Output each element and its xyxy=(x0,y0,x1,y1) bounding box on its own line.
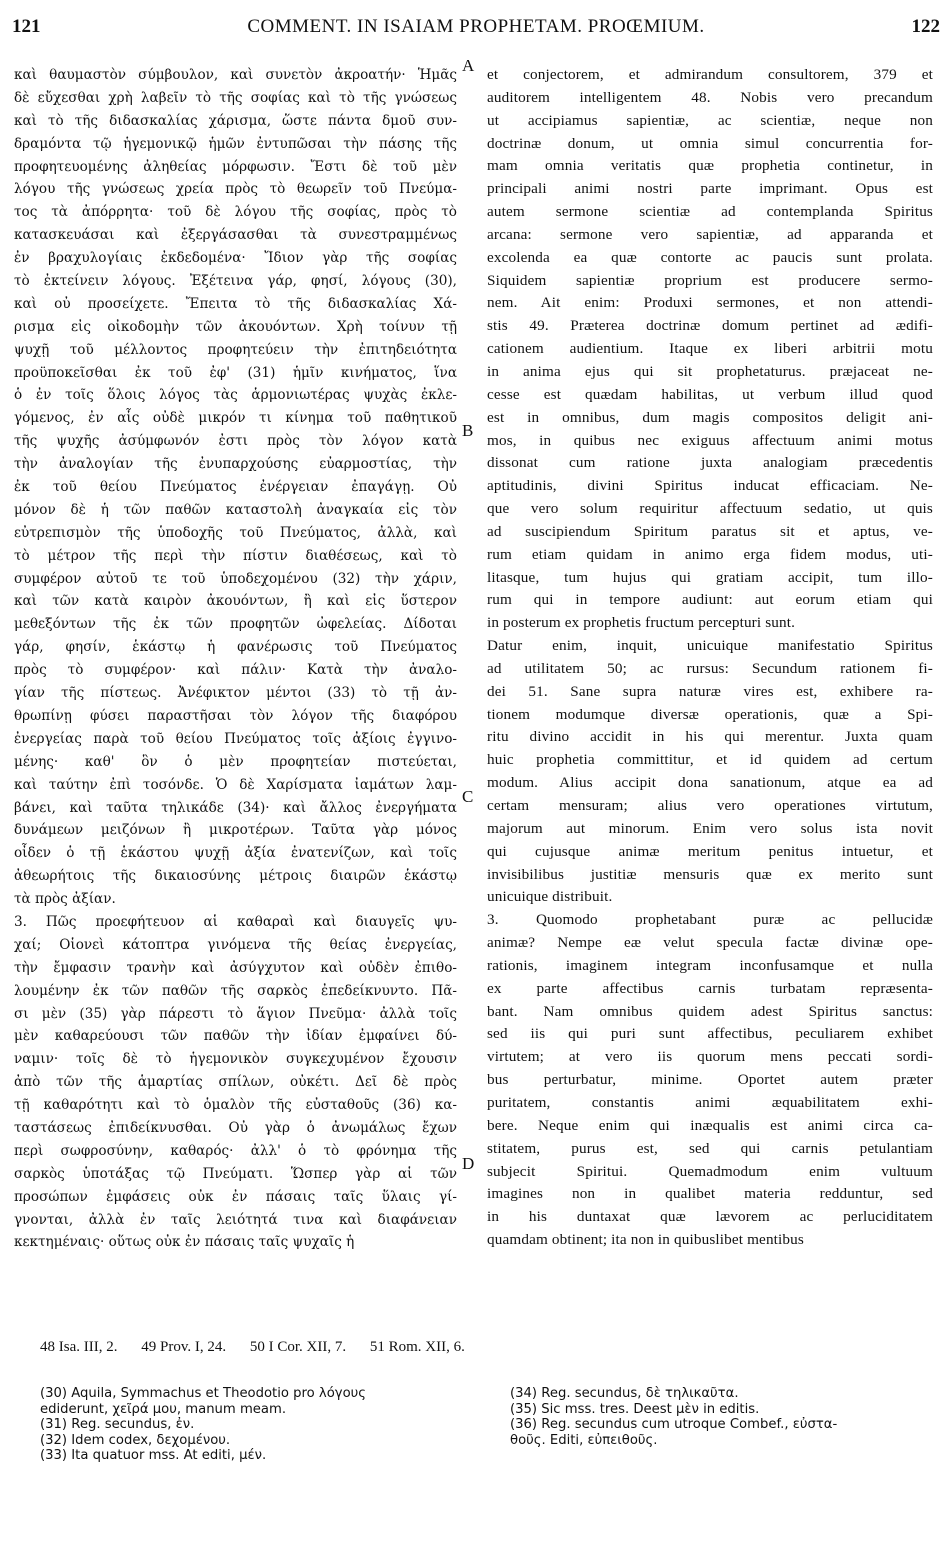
text-line: ut accipiamus sapientiæ, ac scientiæ, neque non xyxy=(487,111,933,129)
text-line: λόγου τῆς γνώσεως χρεία πρὸς τὸ θεωρεῖν τοῦ Πνεύμα- xyxy=(14,181,457,198)
text-line: modum. Alius accipit dona sanationum, atque ea ad xyxy=(487,774,933,792)
text-line: 3. Πῶς προεφήτευον αἱ καθαραὶ καὶ διαυγεῖς ψυ- xyxy=(14,913,457,930)
text-line: σαρκὸς ὑποτάξας τῷ Πνεύματι. Ὥσπερ γὰρ αἱ τῶν xyxy=(14,1165,457,1182)
text-line: ἐν βραχυλογίαις ἐκδεδομένα· Ἴδιον γὰρ τῆς σοφίας xyxy=(14,250,457,267)
text-line: καὶ ταύτην ἐπὶ τοσόνδε. Ὁ δὲ Χαρίσματα ἰαμάτων λαμ- xyxy=(14,776,457,793)
text-line: ταστάσεως ἐπιδείκνυσθαι. Οὐ γὰρ ὁ ἀνωμάλως ἔχων xyxy=(14,1119,457,1136)
text-line: est in omnibus, dum magis compositos deligit ani- xyxy=(487,408,933,426)
text-line: arcana: sermone vero sapientiæ, ad apparanda et xyxy=(487,225,933,243)
margin-marker-a: A xyxy=(462,56,475,75)
text-line: excolenda ea quæ contorte ac paucis sunt prolata. xyxy=(487,248,933,266)
text-line: invisibilibus justitiæ mensuris quæ ex merito sunt xyxy=(487,865,933,883)
text-line: stis 49. Præterea doctrinæ domum pertinet ad ædifi- xyxy=(487,317,933,335)
text-line: autem sermone scientiæ ad contemplanda Spiritus xyxy=(487,203,933,221)
text-line: χαί; Οἱονεὶ κάτοπτρα γινόμενα τῆς θείας ἐνεργείας, xyxy=(14,936,457,953)
text-line: bere. Neque enim qui inæqualis est animi circa ca- xyxy=(487,1116,933,1134)
text-line: ἀπὸ τῶν τῆς ἁμαρτίας σπίλων, οὐκέτι. Δεῖ δὲ πρὸς xyxy=(14,1074,457,1091)
text-line: dissonat cum ratione juxta analogiam præcedentis xyxy=(487,454,933,472)
text-line: litasque, tum hujus qui gratiam accipit, tum illo- xyxy=(487,568,933,586)
text-line: κατασκευάσαι καὶ ἐξεργάσασθαι τὰ συνεστραμμένως xyxy=(14,227,457,244)
text-line: majorum aut minorum. Enim vero solus ista novit xyxy=(487,819,933,837)
text-line: ναμιν· τοῖς δὲ τὸ ἡγεμονικὸν συγκεχυμένον ἔχουσιν xyxy=(14,1051,457,1068)
text-line: τὰ πρὸς ἀξίαν. xyxy=(14,891,116,908)
text-line: quamdam obtinent; ita non in quibuslibet mentibus xyxy=(487,1231,804,1249)
text-line: rum etiam quidam in animo erga fidem modus, uti- xyxy=(487,545,933,563)
text-line: que vero solum requiritur affectuum sedatio, ut quis xyxy=(487,500,933,518)
text-line: δὲ εὔχεσθαι χρὴ λαβεῖν τὸ τῆς σοφίας καὶ τὸ τῆς γνώσεως xyxy=(14,89,457,106)
text-line: ex parte affectibus carnis turbatam repræsenta- xyxy=(487,979,933,997)
margin-marker-d: D xyxy=(462,1154,475,1173)
text-line: τὸ μέτρον τῆς περὶ τὴν πίστιν διαθέσεως, καὶ τὸ xyxy=(14,547,457,564)
text-line: ψυχῇ τοῦ μέλλοντος προφητεύειν τὴν ἐπιτηδειότητα xyxy=(14,341,457,358)
text-line: δυνάμεων μειζόνων ἢ μικροτέρων. Ταῦτα γὰρ μόνος xyxy=(14,822,457,839)
text-line: μένης· καθ' ὃν ὁ μὲν προφητείαν πιστεύεται, xyxy=(14,753,457,770)
footnote: (34) Reg. secundus, δὲ τηλικαῦτα. xyxy=(510,1386,739,1401)
text-line: cesse est quædam habilitas, ut verbum illud quod xyxy=(487,385,933,403)
page-number-left: 121 xyxy=(12,16,41,37)
text-line: μὲν καθαρεύουσι τῶν παθῶν τὴν ἰδίαν ἐμφαίνει δύ- xyxy=(14,1028,457,1045)
text-line: virtutem; at vero iis quorum mens peccati sordi- xyxy=(487,1048,933,1066)
text-line: μεθεξόντων τῆς ἐκ τῶν προφητῶν ὠφελείας. Δίδοται xyxy=(14,616,457,633)
text-line: γνονται, ἀλλὰ ἐν ταῖς λειότητά τινα καὶ διαφάνειαν xyxy=(14,1211,457,1228)
page-number-right: 122 xyxy=(911,16,940,37)
footnote: θοῦς. Editi, εὐπειθοῦς. xyxy=(510,1432,658,1448)
footnote: (32) Idem codex, δεχομένου. xyxy=(40,1432,231,1448)
footnote: ediderunt, χεῖρά μου, manum meam. xyxy=(40,1401,287,1417)
text-line: bant. Nam omnibus quidem adest Spiritus sanctus: xyxy=(487,1002,933,1020)
text-line: προφητευομένης ἀληθείας μόρφωσιν. Ἔστι δὲ τοῦ μὲν xyxy=(14,158,457,175)
running-title: COMMENT. IN ISAIAM PROPHETAM. PROŒMIUM. xyxy=(247,16,705,37)
text-line: puritatem, constantis animi æquabilitatem exhi- xyxy=(487,1093,933,1111)
text-line: ὁ ἐν τοῖς ὅλοις λόγος τὰς ἁρμονιωτέρας ψυχὰς ἐκλε- xyxy=(14,387,457,404)
text-line: imagines non in qualibet materia redduntur, sed xyxy=(487,1185,933,1203)
text-line: auditorem intelligentem 48. Nobis vero precandum xyxy=(487,88,933,106)
text-line: ἐκ τοῦ θείου Πνεύματος ἐνέργειαν ἐπαγάγῃ. Οὐ xyxy=(14,479,457,496)
footnotes-right xyxy=(510,1386,940,1448)
text-line: sed iis qui puri sunt affectibus, peculiarem exhibet xyxy=(487,1025,933,1043)
margin-marker-c: C xyxy=(462,787,474,806)
text-line: γίαν τῆς πίστεως. Ἀνέφικτον μέντοι (33) τὸ τῇ ἀν- xyxy=(14,685,457,702)
text-line: τὸ ἐκτείνειν λόγους. Ἐξέτεινα γάρ, φησί, λόγους (30), xyxy=(14,273,457,290)
scripture-ref: 48 Isa. III, 2. xyxy=(40,1339,118,1355)
text-line: animæ? Nempe eæ velut specula factæ divinæ ope- xyxy=(487,934,933,952)
text-line: προϋποκεῖσθαι ἐκ τοῦ ἐφ' (31) ἡμῖν κινήματος, ἵνα xyxy=(14,364,457,381)
text-line: dei 51. Sane supra naturæ vires est, exhibere ra- xyxy=(487,682,933,700)
text-line: 3. Quomodo prophetabant puræ ac pellucidæ xyxy=(487,911,933,929)
text-line: δραμόντα τῷ ἡγεμονικῷ ἡμῶν ἐντυπῶσαι τὴν πάσης τῆς xyxy=(14,135,457,152)
text-line: καὶ οὐ προσείχετε. Ἔπειτα τὸ τῆς διδασκαλίας Χά- xyxy=(14,295,457,312)
text-line: aptitudinis, divini Spiritus inducat efficaciam. Ne- xyxy=(487,477,933,495)
text-line: tionem modumque diversæ operationis, quæ a Spi- xyxy=(487,705,933,723)
text-line: ritu divino accidit in his qui merentur. Juxta quam xyxy=(487,728,933,746)
page-header xyxy=(12,16,940,46)
text-line: rationis, imaginem integram inconfusamque et nulla xyxy=(487,956,933,974)
footnote: (30) Aquila, Symmachus et Theodotio pro λόγους xyxy=(40,1386,367,1401)
text-line: τὴν ἀναλογίαν τῆς ἐνυπαρχούσης εὐαρμοστίας, τὴν xyxy=(14,456,457,473)
text-line: καὶ θαυμαστὸν σύμβουλον, καὶ συνετὸν ἀκροατήν· Ἡμᾶς xyxy=(14,67,457,83)
text-line: ad utilitatem 50; ac rursus: Secundum rationem fi- xyxy=(487,659,933,677)
text-line: in anima ejus qui sit prophetaturus. præjaceat ne- xyxy=(487,362,933,380)
footnote: (31) Reg. secundus, ἐν. xyxy=(40,1417,195,1433)
footnote: (35) Sic mss. tres. Deest μὲν in editis. xyxy=(510,1401,760,1417)
text-line: certam mensuram; alius vero operationes virtutum, xyxy=(487,797,933,814)
text-line: bus perturbatur, minime. Oportet autem præter xyxy=(487,1071,933,1089)
text-line: subjecit Spiritui. Quemadmodum enim vultuum xyxy=(487,1162,933,1180)
text-line: καὶ τῶν κατὰ καιρὸν ἀκουόντων, ἢ καὶ εἰς ὕστερον xyxy=(14,593,457,610)
text-line: ἀθεωρήτοις τῆς δικαιοσύνης μέτροις διαιρῶν ἑκάστῳ xyxy=(14,868,457,885)
text-line: Datur enim, inquit, unicuique manifestatio Spiritus xyxy=(487,637,933,655)
text-line: γόμενος, ἐν αἷς οὐδὲ μικρόν τι κίνημα τοῦ παθητικοῦ xyxy=(14,410,457,427)
text-line: stitatem, purus est, sed qui carnis petulantiam xyxy=(487,1139,933,1157)
scripture-ref: 50 I Cor. XII, 7. xyxy=(249,1339,347,1355)
text-line: rum qui in tempore audiunt: aut eorum etiam qui xyxy=(487,591,933,609)
text-line: doctrinæ donum, ut omnia simul concurrentia for- xyxy=(487,134,933,152)
text-line: προσώπων ἐμφάσεις οὐκ ἐν πάσαις ταῖς ὕλαις γί- xyxy=(14,1188,457,1205)
text-line: σι μὲν (35) γὰρ πάρεστι τὸ ἅγιον Πνεῦμα· ἀλλὰ τοῖς xyxy=(14,1005,457,1022)
text-line: τος τὰ ἀπόρρητα· τοῦ δὲ λόγου τῆς σοφίας, πρὸς τὸ xyxy=(14,204,457,221)
text-line: κεκτημέναις· οὕτως οὐκ ἐν πάσαις ταῖς ψυχαῖς ἡ xyxy=(14,1234,355,1251)
text-line: εὐτρεπισμὸν τῆς ὑποδοχῆς τοῦ Πνεύματος, ἀλλὰ, καὶ xyxy=(14,524,457,541)
text-line: λουμένην ἐκ τῶν παθῶν τῆς σαρκὸς ἐπεδείκνυντο. Πᾶ- xyxy=(14,982,457,999)
scripture-ref: 49 Prov. I, 24. xyxy=(141,1339,227,1355)
text-line: cationem audientium. Itaque ex liberi arbitrii motu xyxy=(487,340,933,358)
text-line: nem. Ait enim: Produxi sermones, et non attendi- xyxy=(487,294,933,312)
scripture-ref: 51 Rom. XII, 6. xyxy=(369,1339,465,1355)
text-line: qui cujusque animæ meritum penitus intuetur, et xyxy=(487,842,933,860)
text-line: ad suscipiendum Spiritum paratus sit et aptus, ve- xyxy=(487,522,933,540)
text-line: principali animi nostri parte imprimant. Opus est xyxy=(487,180,933,198)
text-line: huic prophetia committitur, et id quidem ad certum xyxy=(487,751,933,769)
text-line: περὶ σωφροσύνην, καθαρός· ἀλλ' ὁ τὸ φρόνημα τῆς xyxy=(14,1142,457,1159)
text-line: mam omnia veritatis quæ prophetia continetur, in xyxy=(487,157,933,175)
text-line: in his duntaxat quæ lævorem ac perluciditatem xyxy=(487,1208,933,1226)
text-line: ρισμα εἰς οἰκοδομὴν τῶν ἀκουόντων. Χρὴ τοίνυν τῇ xyxy=(14,318,457,335)
latin-text-column xyxy=(487,64,933,1252)
text-line: in posterum ex prophetis fructum percepturi sunt. xyxy=(487,614,796,632)
text-line: τῇ καθαρότητι καὶ τὸ ὁμαλὸν τῆς εὐσταθοῦς (36) κα- xyxy=(14,1097,457,1114)
text-line: ἐνεργείας παρὰ τοῦ θείου Πνεύματος τοῖς ἀξίοις ἐγγινο- xyxy=(14,730,457,747)
footnotes-left xyxy=(40,1386,480,1464)
text-line: unicuique distribuit. xyxy=(487,888,613,906)
text-line: θρωπίνῃ φύσει παραστῆσαι τὸν λόγον τῆς διαφόρου xyxy=(14,707,457,724)
text-line: τῆς ψυχῆς ἀσύμφωνόν ἐστι πρὸς τὸν λόγον κατὰ xyxy=(14,433,457,450)
text-line: et conjectorem, et admirandum consultorem, 379 et xyxy=(487,66,933,83)
text-line: καὶ τὸ τῆς διδασκαλίας χάρισμα, ὥστε πάντα δμοῦ συν- xyxy=(14,112,457,129)
footnote: (33) Ita quatuor mss. At editi, μέν. xyxy=(40,1448,267,1464)
text-line: mos, in quibus nec exiguus affectuum animi motus xyxy=(487,431,933,449)
text-line: συμφέρον αὐτοῦ τε τοῦ ὑποδεχομένου (32) τὴν χάριν, xyxy=(14,570,457,587)
text-line: τὴν ἔμφασιν τρανὴν καὶ ἀσύγχυτον καὶ οὐδὲν ἐπιθο- xyxy=(14,959,457,976)
footnote: (36) Reg. secundus cum utroque Combef., εὐστα- xyxy=(510,1417,838,1433)
text-line: μόνον δὲ ἡ τῶν παθῶν καταστολὴ ἀναγκαία εἰς τὸν xyxy=(14,501,457,518)
text-line: πρὸς τὸ συμφέρον· καὶ πάλιν· Κατὰ τὴν ἀναλο- xyxy=(14,662,457,679)
text-line: βάνει, καὶ ταῦτα τηλικάδε (34)· καὶ ἄλλος ἐνεργήματα xyxy=(14,799,457,816)
text-line: Siquidem sapientiæ proprium est producere sermo- xyxy=(487,271,933,289)
greek-text-column xyxy=(14,64,457,1254)
margin-marker-b: B xyxy=(462,421,474,440)
text-line: γάρ, φησίν, ἑκάστῳ ἡ φανέρωσις τοῦ Πνεύματος xyxy=(14,639,457,656)
text-line: οἶδεν ὁ τῇ ἑκάστου ψυχῇ ἀξία ἐνατενίζων, καὶ τοῖς xyxy=(14,845,457,862)
scripture-references xyxy=(40,1339,740,1356)
